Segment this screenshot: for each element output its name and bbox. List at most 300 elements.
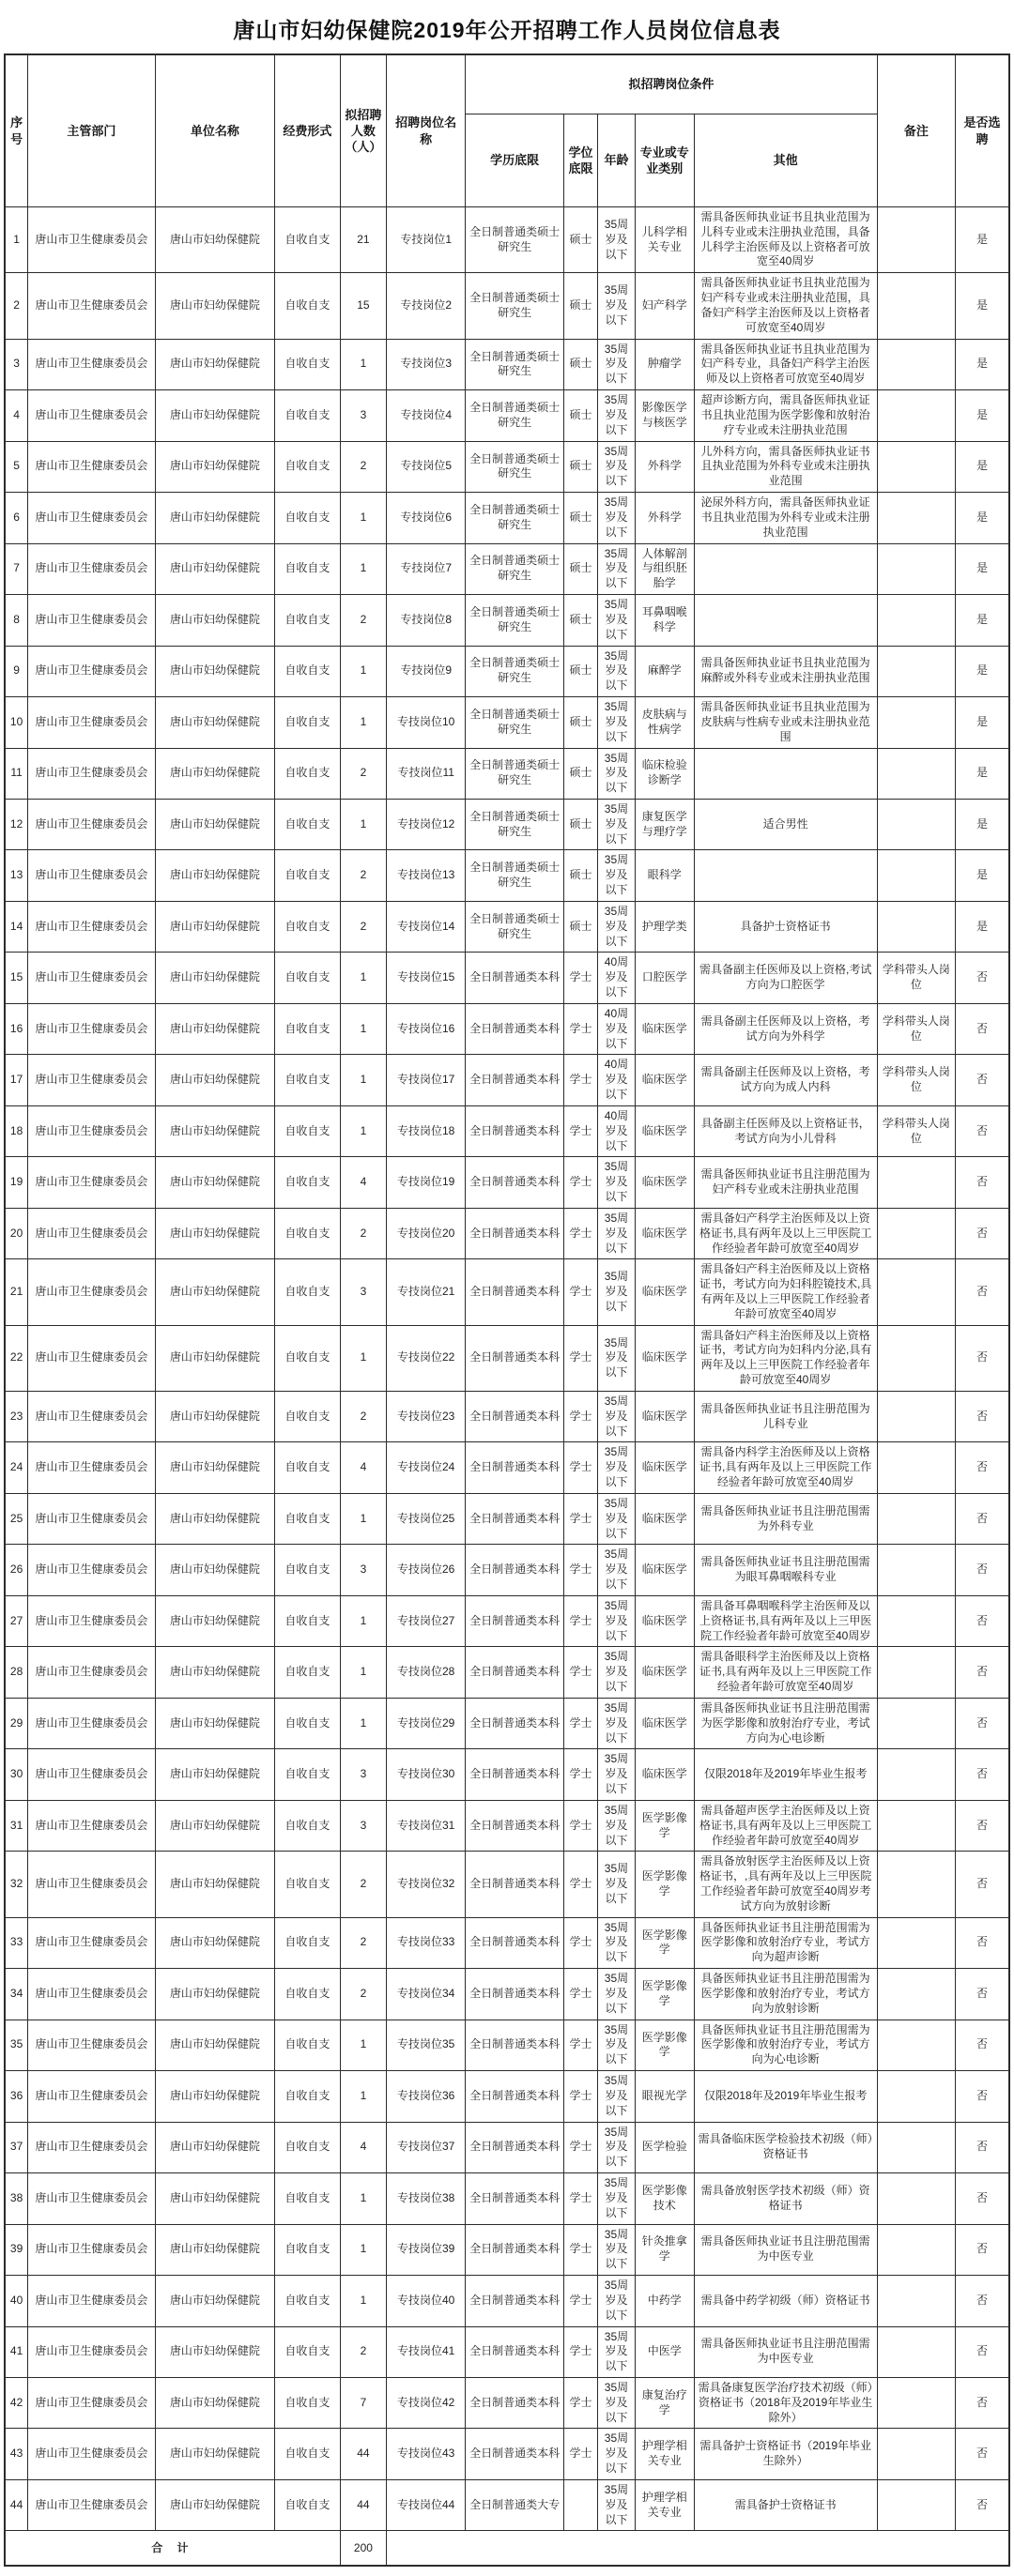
cell-degree: 学士	[564, 2378, 598, 2429]
cell-degree: 硕士	[564, 697, 598, 748]
table-header	[5, 54, 1009, 207]
cell-major: 人体解剖与组织胚胎学	[635, 543, 694, 594]
cell-age: 35周岁及以下	[597, 2224, 635, 2275]
header-count: 拟招聘人数（人）	[340, 54, 386, 207]
cell-count: 1	[340, 2224, 386, 2275]
cell-count: 3	[340, 390, 386, 441]
cell-degree: 硕士	[564, 273, 598, 339]
cell-no: 7	[5, 543, 28, 594]
table-row	[5, 2378, 1009, 2429]
cell-age: 35周岁及以下	[597, 1749, 635, 1800]
cell-other: 需具备医师执业证书且注册范围为妇产科专业或未注册执业范围	[694, 1157, 877, 1208]
cell-fund: 自收自支	[274, 543, 340, 594]
header-edu: 学历底限	[466, 114, 564, 207]
cell-fund: 自收自支	[274, 1105, 340, 1156]
cell-major: 临床医学	[635, 1157, 694, 1208]
cell-dept: 唐山市卫生健康委员会	[28, 273, 156, 339]
cell-major: 临床医学	[635, 1105, 694, 1156]
header-age: 年龄	[597, 114, 635, 207]
cell-remark	[877, 1545, 955, 1595]
cell-count: 1	[340, 493, 386, 543]
cell-fund: 自收自支	[274, 2276, 340, 2326]
cell-no: 2	[5, 273, 28, 339]
cell-degree: 学士	[564, 1852, 598, 1917]
cell-unit: 唐山市妇幼保健院	[155, 2020, 274, 2070]
table-row	[5, 1325, 1009, 1391]
cell-select: 否	[955, 1055, 1009, 1105]
cell-edu: 全日制普通类本科	[466, 2224, 564, 2275]
table-row	[5, 1105, 1009, 1156]
total-row	[5, 2531, 1009, 2567]
cell-edu: 全日制普通类硕士研究生	[466, 493, 564, 543]
cell-edu: 全日制普通类本科	[466, 2276, 564, 2326]
cell-other: 儿外科方向，需具备医师执业证书且执业范围为外科专业或未注册执业范围	[694, 441, 877, 492]
cell-remark	[877, 646, 955, 696]
cell-unit: 唐山市妇幼保健院	[155, 390, 274, 441]
cell-unit: 唐山市妇幼保健院	[155, 1003, 274, 1054]
cell-unit: 唐山市妇幼保健院	[155, 1595, 274, 1646]
cell-fund: 自收自支	[274, 1749, 340, 1800]
cell-remark	[877, 850, 955, 901]
cell-fund: 自收自支	[274, 441, 340, 492]
cell-age: 35周岁及以下	[597, 1595, 635, 1646]
table-row	[5, 390, 1009, 441]
cell-post: 专技岗位38	[387, 2173, 466, 2224]
cell-post: 专技岗位5	[387, 441, 466, 492]
cell-fund: 自收自支	[274, 595, 340, 646]
cell-other: 需具备临床医学检验技术初级（师）资格证书	[694, 2122, 877, 2172]
cell-major: 医学影像学	[635, 1917, 694, 1968]
cell-degree: 学士	[564, 1259, 598, 1325]
cell-dept: 唐山市卫生健康委员会	[28, 543, 156, 594]
header-select: 是否选聘	[955, 54, 1009, 207]
cell-remark	[877, 2071, 955, 2122]
cell-age: 35周岁及以下	[597, 1800, 635, 1851]
cell-fund: 自收自支	[274, 2071, 340, 2122]
cell-no: 42	[5, 2378, 28, 2429]
cell-count: 1	[340, 1003, 386, 1054]
cell-dept: 唐山市卫生健康委员会	[28, 1698, 156, 1748]
cell-other: 需具备副主任医师及以上资格，考试方向为外科学	[694, 1003, 877, 1054]
cell-age: 35周岁及以下	[597, 2020, 635, 2070]
cell-age: 40周岁及以下	[597, 1055, 635, 1105]
cell-age: 35周岁及以下	[597, 850, 635, 901]
cell-remark	[877, 2122, 955, 2172]
cell-major: 临床医学	[635, 1749, 694, 1800]
cell-fund: 自收自支	[274, 493, 340, 543]
table-row	[5, 1698, 1009, 1748]
cell-major: 护理学类	[635, 901, 694, 952]
cell-edu: 全日制普通类本科	[466, 1157, 564, 1208]
cell-fund: 自收自支	[274, 1208, 340, 1258]
table-row	[5, 1749, 1009, 1800]
cell-select: 否	[955, 1391, 1009, 1441]
cell-no: 4	[5, 390, 28, 441]
cell-remark	[877, 1749, 955, 1800]
cell-post: 专技岗位15	[387, 953, 466, 1003]
cell-no: 29	[5, 1698, 28, 1748]
cell-edu: 全日制普通类本科	[466, 1105, 564, 1156]
cell-unit: 唐山市妇幼保健院	[155, 2326, 274, 2377]
cell-major: 医学影像学	[635, 1800, 694, 1851]
cell-select: 否	[955, 1698, 1009, 1748]
cell-age: 35周岁及以下	[597, 2276, 635, 2326]
cell-other: 需具备医师执业证书且注册范围需为中医专业	[694, 2224, 877, 2275]
cell-dept: 唐山市卫生健康委员会	[28, 1749, 156, 1800]
cell-age: 40周岁及以下	[597, 1003, 635, 1054]
cell-dept: 唐山市卫生健康委员会	[28, 493, 156, 543]
cell-other: 具备医师执业证书且注册范围需为医学影像和放射治疗专业，考试方向为放射诊断	[694, 1969, 877, 2020]
cell-degree: 学士	[564, 1055, 598, 1105]
cell-count: 2	[340, 2326, 386, 2377]
header-other: 其他	[694, 114, 877, 207]
cell-unit: 唐山市妇幼保健院	[155, 1325, 274, 1391]
cell-post: 专技岗位33	[387, 1917, 466, 1968]
cell-no: 34	[5, 1969, 28, 2020]
cell-post: 专技岗位34	[387, 1969, 466, 2020]
cell-age: 35周岁及以下	[597, 1208, 635, 1258]
cell-major: 影像医学与核医学	[635, 390, 694, 441]
cell-unit: 唐山市妇幼保健院	[155, 646, 274, 696]
cell-select: 否	[955, 1749, 1009, 1800]
cell-unit: 唐山市妇幼保健院	[155, 1493, 274, 1544]
cell-degree: 学士	[564, 1105, 598, 1156]
cell-select: 否	[955, 1157, 1009, 1208]
cell-unit: 唐山市妇幼保健院	[155, 1208, 274, 1258]
cell-post: 专技岗位21	[387, 1259, 466, 1325]
cell-no: 23	[5, 1391, 28, 1441]
cell-select: 是	[955, 646, 1009, 696]
cell-age: 35周岁及以下	[597, 1325, 635, 1391]
cell-dept: 唐山市卫生健康委员会	[28, 390, 156, 441]
cell-select: 否	[955, 1545, 1009, 1595]
table-row	[5, 2326, 1009, 2377]
cell-dept: 唐山市卫生健康委员会	[28, 1800, 156, 1851]
cell-select: 否	[955, 2276, 1009, 2326]
cell-count: 1	[340, 953, 386, 1003]
cell-degree: 硕士	[564, 850, 598, 901]
cell-remark	[877, 2326, 955, 2377]
cell-age: 35周岁及以下	[597, 595, 635, 646]
cell-fund: 自收自支	[274, 207, 340, 273]
cell-unit: 唐山市妇幼保健院	[155, 748, 274, 799]
cell-dept: 唐山市卫生健康委员会	[28, 1105, 156, 1156]
cell-remark	[877, 441, 955, 492]
cell-post: 专技岗位44	[387, 2479, 466, 2530]
cell-other: 需具备医师执业证书且注册范围需为医学影像和放射治疗专业，考试方向为心电诊断	[694, 1698, 877, 1748]
table-footer	[5, 2531, 1009, 2567]
cell-fund: 自收自支	[274, 1325, 340, 1391]
cell-remark: 学科带头人岗位	[877, 953, 955, 1003]
cell-post: 专技岗位3	[387, 339, 466, 389]
cell-remark	[877, 493, 955, 543]
cell-age: 35周岁及以下	[597, 390, 635, 441]
cell-dept: 唐山市卫生健康委员会	[28, 1595, 156, 1646]
cell-degree: 学士	[564, 1647, 598, 1698]
cell-count: 2	[340, 748, 386, 799]
cell-unit: 唐山市妇幼保健院	[155, 2276, 274, 2326]
cell-major: 口腔医学	[635, 953, 694, 1003]
table-row	[5, 2429, 1009, 2479]
header-degree: 学位底限	[564, 114, 598, 207]
cell-remark	[877, 273, 955, 339]
cell-fund: 自收自支	[274, 1003, 340, 1054]
cell-fund: 自收自支	[274, 1493, 340, 1544]
table-row	[5, 799, 1009, 849]
cell-dept: 唐山市卫生健康委员会	[28, 953, 156, 1003]
cell-unit: 唐山市妇幼保健院	[155, 901, 274, 952]
cell-post: 专技岗位43	[387, 2429, 466, 2479]
cell-select: 是	[955, 493, 1009, 543]
cell-remark	[877, 2020, 955, 2070]
cell-select: 否	[955, 1647, 1009, 1698]
cell-count: 1	[340, 2071, 386, 2122]
cell-post: 专技岗位31	[387, 1800, 466, 1851]
cell-edu: 全日制普通类本科	[466, 1698, 564, 1748]
table-row	[5, 2224, 1009, 2275]
cell-select: 否	[955, 1595, 1009, 1646]
cell-no: 32	[5, 1852, 28, 1917]
cell-other: 适合男性	[694, 799, 877, 849]
cell-unit: 唐山市妇幼保健院	[155, 1852, 274, 1917]
cell-other: 需具备放射医学主治医师及以上资格证书，,具有两年及以上三甲医院工作经验者年龄可放宽至40周岁考试方向为放射诊断	[694, 1852, 877, 1917]
cell-post: 专技岗位35	[387, 2020, 466, 2070]
cell-dept: 唐山市卫生健康委员会	[28, 2224, 156, 2275]
cell-no: 13	[5, 850, 28, 901]
cell-fund: 自收自支	[274, 1595, 340, 1646]
total-empty-cell	[387, 2531, 1009, 2567]
cell-edu: 全日制普通类本科	[466, 1442, 564, 1493]
cell-edu: 全日制普通类本科	[466, 2122, 564, 2172]
cell-unit: 唐山市妇幼保健院	[155, 1157, 274, 1208]
cell-edu: 全日制普通类本科	[466, 1800, 564, 1851]
cell-unit: 唐山市妇幼保健院	[155, 697, 274, 748]
cell-fund: 自收自支	[274, 2173, 340, 2224]
cell-other: 仅限2018年及2019年毕业生报考	[694, 1749, 877, 1800]
cell-fund: 自收自支	[274, 1055, 340, 1105]
cell-major: 麻醉学	[635, 646, 694, 696]
cell-edu: 全日制普通类硕士研究生	[466, 543, 564, 594]
cell-select: 否	[955, 1325, 1009, 1391]
cell-fund: 自收自支	[274, 799, 340, 849]
cell-unit: 唐山市妇幼保健院	[155, 1749, 274, 1800]
cell-count: 1	[340, 2173, 386, 2224]
cell-post: 专技岗位22	[387, 1325, 466, 1391]
cell-fund: 自收自支	[274, 1698, 340, 1748]
cell-fund: 自收自支	[274, 1391, 340, 1441]
cell-count: 1	[340, 339, 386, 389]
cell-post: 专技岗位39	[387, 2224, 466, 2275]
cell-select: 否	[955, 2326, 1009, 2377]
cell-degree: 硕士	[564, 799, 598, 849]
table-row	[5, 850, 1009, 901]
cell-select: 否	[955, 2071, 1009, 2122]
cell-edu: 全日制普通类本科	[466, 2173, 564, 2224]
cell-age: 35周岁及以下	[597, 1969, 635, 2020]
cell-fund: 自收自支	[274, 901, 340, 952]
cell-dept: 唐山市卫生健康委员会	[28, 1055, 156, 1105]
cell-count: 2	[340, 1208, 386, 1258]
cell-post: 专技岗位32	[387, 1852, 466, 1917]
cell-remark	[877, 1208, 955, 1258]
cell-count: 3	[340, 1749, 386, 1800]
cell-post: 专技岗位18	[387, 1105, 466, 1156]
cell-unit: 唐山市妇幼保健院	[155, 1800, 274, 1851]
cell-other: 具备医师执业证书且注册范围需为医学影像和放射治疗专业，考试方向为心电诊断	[694, 2020, 877, 2070]
cell-fund: 自收自支	[274, 953, 340, 1003]
cell-no: 44	[5, 2479, 28, 2530]
cell-fund: 自收自支	[274, 1259, 340, 1325]
cell-remark	[877, 1917, 955, 1968]
table-row	[5, 2479, 1009, 2530]
cell-other	[694, 748, 877, 799]
cell-select: 是	[955, 850, 1009, 901]
cell-post: 专技岗位17	[387, 1055, 466, 1105]
cell-unit: 唐山市妇幼保健院	[155, 1055, 274, 1105]
header-remark: 备注	[877, 54, 955, 207]
cell-degree: 硕士	[564, 748, 598, 799]
cell-other: 具备医师执业证书且注册范围需为医学影像和放射治疗专业，考试方向为超声诊断	[694, 1917, 877, 1968]
cell-major: 妇产科学	[635, 273, 694, 339]
table-row	[5, 1391, 1009, 1441]
cell-no: 19	[5, 1157, 28, 1208]
cell-age: 35周岁及以下	[597, 748, 635, 799]
cell-edu: 全日制普通类硕士研究生	[466, 390, 564, 441]
cell-major: 临床医学	[635, 1493, 694, 1544]
cell-age: 35周岁及以下	[597, 273, 635, 339]
cell-dept: 唐山市卫生健康委员会	[28, 748, 156, 799]
cell-degree: 硕士	[564, 493, 598, 543]
header-fund: 经费形式	[274, 54, 340, 207]
table-row	[5, 1259, 1009, 1325]
cell-age: 35周岁及以下	[597, 646, 635, 696]
table-row	[5, 1852, 1009, 1917]
positions-table	[4, 53, 1010, 2567]
cell-fund: 自收自支	[274, 2122, 340, 2172]
cell-age: 35周岁及以下	[597, 1157, 635, 1208]
cell-no: 37	[5, 2122, 28, 2172]
cell-other: 需具备医师执业证书且执业范围为儿科专业或未注册执业范围，具备儿科学主治医师及以上资格者可放宽至40周岁	[694, 207, 877, 273]
cell-edu: 全日制普通类大专	[466, 2479, 564, 2530]
cell-dept: 唐山市卫生健康委员会	[28, 2020, 156, 2070]
cell-edu: 全日制普通类本科	[466, 953, 564, 1003]
cell-fund: 自收自支	[274, 2378, 340, 2429]
cell-dept: 唐山市卫生健康委员会	[28, 1003, 156, 1054]
cell-major: 临床检验诊断学	[635, 748, 694, 799]
cell-select: 是	[955, 441, 1009, 492]
cell-count: 4	[340, 1442, 386, 1493]
cell-unit: 唐山市妇幼保健院	[155, 1969, 274, 2020]
cell-dept: 唐山市卫生健康委员会	[28, 2122, 156, 2172]
table-row	[5, 1969, 1009, 2020]
cell-other: 需具备妇产科主治医师及以上资格证书，考试方向为妇科内分泌,具有两年及以上三甲医院工作经验者年龄可放宽至40周岁	[694, 1325, 877, 1391]
cell-degree: 学士	[564, 1442, 598, 1493]
cell-fund: 自收自支	[274, 1545, 340, 1595]
cell-other: 需具备耳鼻咽喉科学主治医师及以上资格证书,具有两年及以上三甲医院工作经验者年龄可放宽至40周岁	[694, 1595, 877, 1646]
cell-major: 临床医学	[635, 1647, 694, 1698]
cell-edu: 全日制普通类本科	[466, 2378, 564, 2429]
cell-remark	[877, 799, 955, 849]
table-row	[5, 1800, 1009, 1851]
cell-major: 耳鼻咽喉科学	[635, 595, 694, 646]
header-conditions-group: 拟招聘岗位条件	[466, 54, 877, 114]
cell-post: 专技岗位9	[387, 646, 466, 696]
cell-other: 需具备护士资格证书（2019年毕业生除外）	[694, 2429, 877, 2479]
cell-major: 临床医学	[635, 1003, 694, 1054]
cell-count: 7	[340, 2378, 386, 2429]
cell-remark: 学科带头人岗位	[877, 1105, 955, 1156]
cell-fund: 自收自支	[274, 1969, 340, 2020]
cell-age: 35周岁及以下	[597, 799, 635, 849]
cell-unit: 唐山市妇幼保健院	[155, 799, 274, 849]
cell-fund: 自收自支	[274, 2020, 340, 2070]
cell-age: 35周岁及以下	[597, 2173, 635, 2224]
cell-age: 35周岁及以下	[597, 901, 635, 952]
cell-select: 是	[955, 697, 1009, 748]
cell-major: 临床医学	[635, 1259, 694, 1325]
cell-select: 是	[955, 799, 1009, 849]
cell-edu: 全日制普通类硕士研究生	[466, 748, 564, 799]
cell-no: 33	[5, 1917, 28, 1968]
cell-no: 43	[5, 2429, 28, 2479]
cell-major: 临床医学	[635, 1698, 694, 1748]
cell-select: 是	[955, 273, 1009, 339]
cell-no: 16	[5, 1003, 28, 1054]
cell-no: 41	[5, 2326, 28, 2377]
table-row	[5, 1157, 1009, 1208]
page-title: 唐山市妇幼保健院2019年公开招聘工作人员岗位信息表	[233, 18, 781, 42]
cell-edu: 全日制普通类硕士研究生	[466, 441, 564, 492]
table-row	[5, 748, 1009, 799]
cell-dept: 唐山市卫生健康委员会	[28, 1442, 156, 1493]
cell-fund: 自收自支	[274, 850, 340, 901]
cell-no: 24	[5, 1442, 28, 1493]
cell-other: 需具备医师执业证书且注册范围为儿科专业	[694, 1391, 877, 1441]
cell-degree: 学士	[564, 1493, 598, 1544]
cell-edu: 全日制普通类本科	[466, 1545, 564, 1595]
cell-major: 临床医学	[635, 1545, 694, 1595]
cell-select: 否	[955, 1917, 1009, 1968]
cell-major: 临床医学	[635, 1442, 694, 1493]
cell-other: 超声诊断方向，需具备医师执业证书且执业范围为医学影像和放射治疗专业或未注册执业范围	[694, 390, 877, 441]
cell-age: 35周岁及以下	[597, 2122, 635, 2172]
cell-no: 21	[5, 1259, 28, 1325]
cell-degree: 学士	[564, 2020, 598, 2070]
cell-unit: 唐山市妇幼保健院	[155, 493, 274, 543]
cell-other: 需具备中药学初级（师）资格证书	[694, 2276, 877, 2326]
cell-remark	[877, 2276, 955, 2326]
cell-no: 10	[5, 697, 28, 748]
cell-major: 眼科学	[635, 850, 694, 901]
cell-count: 4	[340, 2122, 386, 2172]
cell-fund: 自收自支	[274, 1917, 340, 1968]
cell-post: 专技岗位40	[387, 2276, 466, 2326]
table-row	[5, 901, 1009, 952]
cell-post: 专技岗位13	[387, 850, 466, 901]
cell-major: 医学影像学	[635, 1852, 694, 1917]
table-row	[5, 1595, 1009, 1646]
total-value: 200	[340, 2531, 386, 2567]
cell-fund: 自收自支	[274, 390, 340, 441]
cell-remark	[877, 2173, 955, 2224]
cell-no: 20	[5, 1208, 28, 1258]
cell-other: 具备护士资格证书	[694, 901, 877, 952]
table-row	[5, 1647, 1009, 1698]
cell-dept: 唐山市卫生健康委员会	[28, 1493, 156, 1544]
cell-degree: 学士	[564, 2173, 598, 2224]
cell-other: 泌尿外科方向，需具备医师执业证书且执业范围为外科专业或未注册执业范围	[694, 493, 877, 543]
table-row	[5, 1917, 1009, 1968]
